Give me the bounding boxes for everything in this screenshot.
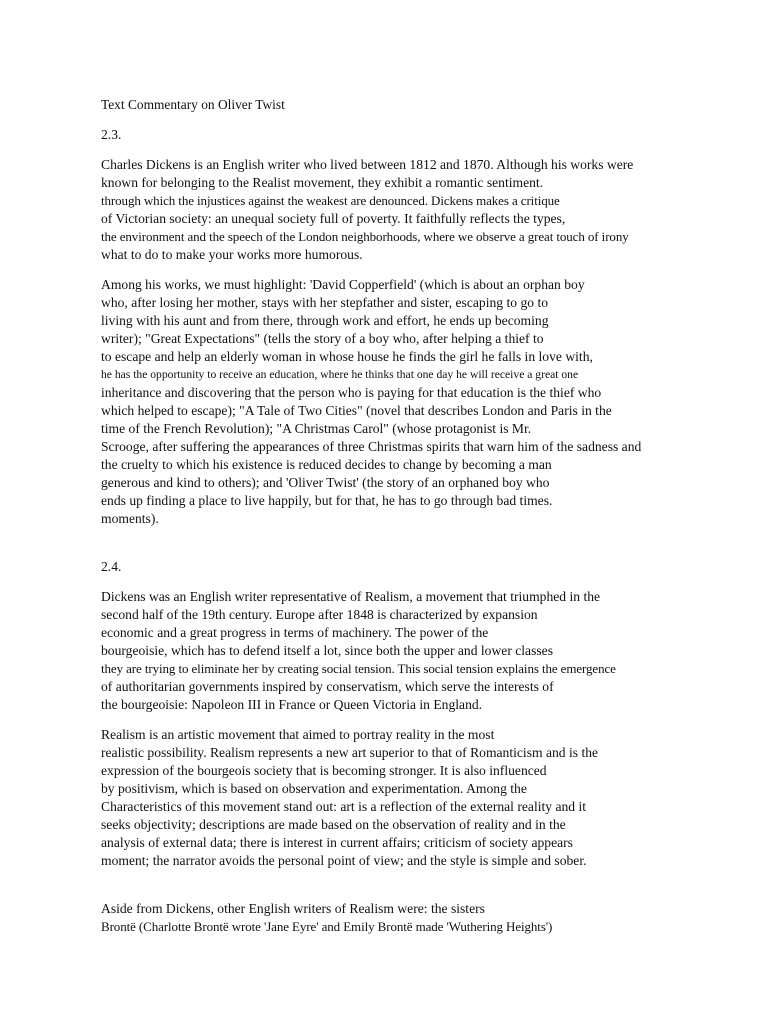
text-line: they are trying to eliminate her by creating social tension. This social tension explains the emergence — [101, 661, 616, 676]
text-line: analysis of external data; there is interest in current affairs; criticism of society appears — [101, 835, 573, 850]
text-line: moment; the narrator avoids the personal point of view; and the style is simple and sober. — [101, 853, 587, 868]
text-line: bourgeoisie, which has to defend itself a lot, since both the upper and lower classes — [101, 643, 553, 658]
text-line: he has the opportunity to receive an education, where he thinks that one day he will receive a great one — [101, 368, 579, 381]
text-line: living with his aunt and from there, through work and effort, he ends up becoming — [101, 313, 549, 328]
text-line: Dickens was an English writer representative of Realism, a movement that triumphed in the — [101, 589, 601, 604]
paragraph-dickens-works — [101, 276, 721, 528]
text-line: time of the French Revolution); "A Christmas Carol" (whose protagonist is Mr. — [101, 421, 532, 436]
text-line: Characteristics of this movement stand out: art is a reflection of the external reality and it — [101, 799, 587, 814]
text-line: who, after losing her mother, stays with her stepfather and sister, escaping to go to — [101, 295, 549, 310]
text-line: expression of the bourgeois society that is becoming stronger. It is also influenced — [101, 763, 547, 778]
section-number-2-3: 2.3. — [101, 127, 122, 142]
text-line: second half of the 19th century. Europe after 1848 is characterized by expansion — [101, 607, 538, 622]
text-line: Among his works, we must highlight: 'David Copperfield' (which is about an orphan boy — [101, 277, 585, 292]
text-line: through which the injustices against the weakest are denounced. Dickens makes a critique — [101, 193, 560, 208]
text-line: moments). — [101, 511, 159, 526]
text-line: seeks objectivity; descriptions are made based on the observation of reality and in the — [101, 817, 566, 832]
text-line: the environment and the speech of the London neighborhoods, where we observe a great touch of irony — [101, 229, 629, 244]
text-line: by positivism, which is based on observation and experimentation. Among the — [101, 781, 527, 796]
text-line: the cruelty to which his existence is reduced decides to change by becoming a man — [101, 457, 552, 472]
paragraph-other-writers — [101, 900, 721, 936]
text-line: generous and kind to others); and 'Oliver Twist' (the story of an orphaned boy who — [101, 475, 550, 490]
text-line: known for belonging to the Realist movement, they exhibit a romantic sentiment. — [101, 175, 544, 190]
text-line: of Victorian society: an unequal society full of poverty. It faithfully reflects the types, — [101, 211, 566, 226]
text-line: Realism is an artistic movement that aimed to portray reality in the most — [101, 727, 495, 742]
text-line: Charles Dickens is an English writer who lived between 1812 and 1870. Although his works were — [101, 157, 634, 172]
text-line: Brontë (Charlotte Brontë wrote 'Jane Eyre' and Emily Brontë made 'Wuthering Heights') — [101, 919, 553, 934]
document-title: Text Commentary on Oliver Twist — [101, 97, 285, 112]
text-line: what to do to make your works more humorous. — [101, 247, 363, 262]
text-line: inheritance and discovering that the person who is paying for that education is the thief who — [101, 385, 602, 400]
text-line: writer); "Great Expectations" (tells the story of a boy who, after helping a thief to — [101, 331, 544, 346]
text-line: to escape and help an elderly woman in whose house he finds the girl he falls in love with, — [101, 349, 593, 364]
paragraph-realism-definition — [101, 726, 721, 870]
section-number-2-4: 2.4. — [101, 559, 122, 574]
text-line: economic and a great progress in terms of machinery. The power of the — [101, 625, 489, 640]
text-line: realistic possibility. Realism represents a new art superior to that of Romanticism and is the — [101, 745, 599, 760]
text-line: ends up finding a place to live happily, but for that, he has to go through bad times. — [101, 493, 553, 508]
text-line: of authoritarian governments inspired by conservatism, which serve the interests of — [101, 679, 554, 694]
text-line: the bourgeoisie: Napoleon III in France or Queen Victoria in England. — [101, 697, 483, 712]
text-line: Scrooge, after suffering the appearances of three Christmas spirits that warn him of the sadness and — [101, 439, 642, 454]
paragraph-dickens-intro — [101, 156, 721, 264]
text-line: which helped to escape); "A Tale of Two Cities" (novel that describes London and Paris in the — [101, 403, 612, 418]
document-page — [101, 96, 721, 948]
paragraph-realism-context — [101, 588, 721, 714]
text-line: Aside from Dickens, other English writers of Realism were: the sisters — [101, 901, 485, 916]
